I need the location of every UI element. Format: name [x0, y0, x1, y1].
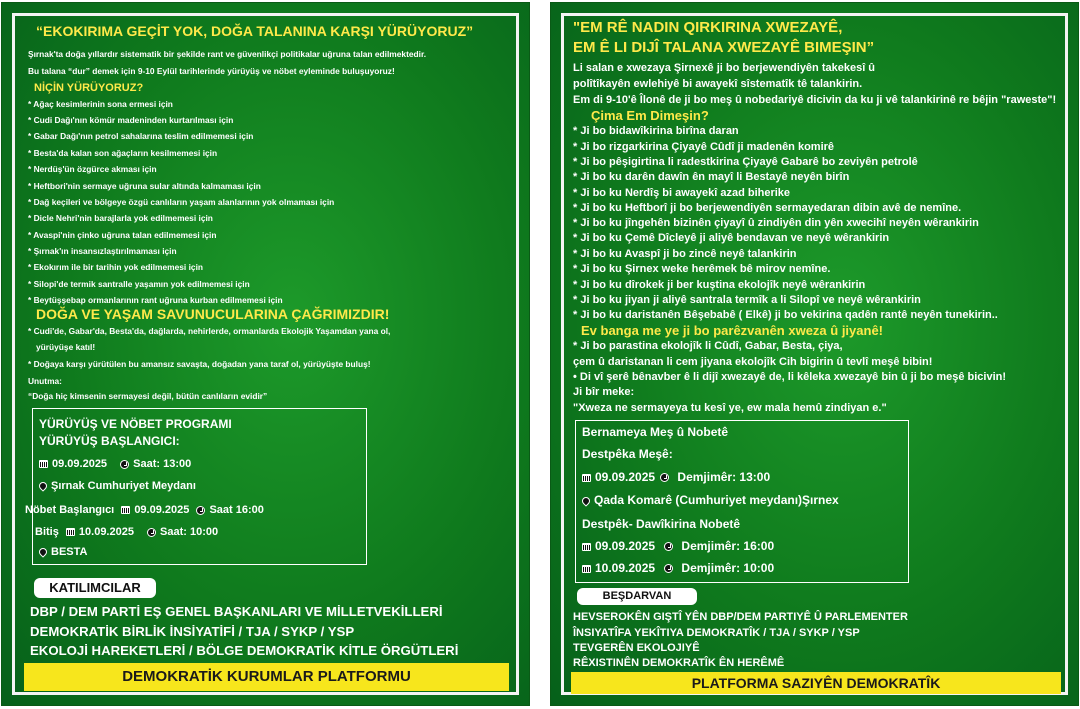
calendar-icon — [39, 460, 48, 468]
clock-icon — [147, 528, 156, 537]
reason-item: * Ekokırım ile bir tarihin yok edilmemesi için — [28, 262, 204, 272]
reason-item: * Besta'da kalan son ağaçların kesilmemesi için — [28, 148, 218, 158]
program-box — [25, 408, 367, 565]
quote: "Xweza ne sermayeya tu kesî ye, ew mala hemû zindiyan e." — [573, 402, 887, 414]
reason-item: * Ji bo ku jîngehên bizinên çiyayî û zindiyên din yên xwecihî neyên wêrankirin — [573, 217, 979, 229]
call-heading: Ev banga me ye ji bo parêzvanên xweza û jiyanê! — [581, 323, 884, 338]
reason-item: * Ji bo ku jiyan ji aliyê santrala termîk a li Silopî ve neyê wêrankirin — [573, 294, 921, 306]
program-heading: YÜRÜYÜŞ VE NÖBET PROGRAMI — [39, 417, 232, 431]
clock-icon — [664, 542, 673, 551]
reason-item: * Ji bo ku darên dawîn ên mayî li Bestayê neyên birîn — [573, 171, 850, 183]
reason-item: * Beytüşşebap ormanlarının rant uğruna kurban edilmemesi için — [28, 295, 283, 305]
reason-item: * Ji bo ku Avaspî ji bo zincê neyê talankirin — [573, 248, 797, 260]
start-place-row: Şırnak Cumhuriyet Meydanı — [39, 480, 196, 492]
participant-line: TEVGERÊN EKOLOJIYÊ — [573, 642, 700, 654]
participant-line: EKOLOJİ HAREKETLERİ / BÖLGE DEMOKRATİK KİTLE ÖRGÜTLERİ — [30, 643, 459, 658]
reason-item: * Ji bo ku Şirnex weke herêmek bê mirov nemîne. — [573, 263, 831, 275]
poster-title: “EKOKIRIMA GEÇİT YOK, DOĞA TALANINA KARŞI YÜRÜYORUZ” — [36, 23, 474, 39]
quote: “Doğa hiç kimsenin sermayesi değil, bütün canlıların evidir” — [28, 391, 268, 401]
reason-item: * Avaspi'nin çinko uğruna talan edilmemesi için — [28, 230, 217, 240]
participant-line: RÊXISTINÊN DEMOKRATÎK ÊN HERÊMÊ — [573, 657, 785, 669]
program-box — [575, 420, 909, 583]
calendar-icon — [582, 474, 591, 482]
why-heading: NİÇİN YÜRÜYORUZ? — [34, 82, 144, 94]
reason-item: * Ağaç kesimlerinin sona ermesi için — [28, 99, 173, 109]
reason-item: * Ji bo pêşigirtina li radestkirina Çiyayê Gabarê bo zeviyên petrolê — [573, 156, 918, 168]
start-row: 09.09.2025 Demjimêr: 13:00 — [582, 470, 770, 484]
poster-title-line-2: EM Ê LI DIJÎ TALANA XWEZAYÊ BIMEŞIN” — [573, 39, 875, 56]
intro-line: Li salan e xwezaya Şirnexê ji bo berjewendiyên takekesî û — [573, 62, 876, 74]
calendar-icon — [582, 565, 591, 573]
why-heading: Çima Em Dimeşin? — [591, 108, 709, 123]
watch-row: 09.09.2025 Demjimêr: 16:00 — [582, 539, 774, 553]
calendar-icon — [582, 543, 591, 551]
march-start-heading: YÜRÜYÜŞ BAŞLANGICI: — [39, 434, 180, 448]
program-heading: Bernameya Meş û Nobetê — [582, 425, 729, 439]
footer-platform: DEMOKRATİK KURUMLAR PLATFORMU — [24, 663, 509, 691]
reason-item: * Ji bo ku daristanên Bêşebabê ( Elkê) ji bo vekirina qadên rantê neyên tunekirin.. — [573, 309, 998, 321]
reason-item: * Ji bo ku dîrokek ji ber kuştina ekolojîk neyê wêrankirin — [573, 279, 866, 291]
participant-line: ÎNSIYATÎFA YEKÎTIYA DEMOKRATÎK / TJA / SYKP / YSP — [573, 627, 860, 639]
reason-item: * Şırnak'ın insansızlaştırılmaması için — [28, 246, 177, 256]
participant-line: HEVSEROKÊN GIŞTÎ YÊN DBP/DEM PARTIYÊ Û PARLEMENTER — [573, 611, 908, 623]
end-row: Bitiş 10.09.2025 Saat: 10:00 — [35, 526, 219, 538]
participants-label: KATILIMCILAR — [34, 578, 156, 598]
reason-item: * Silopi'de termik santralle yaşamın yok edilmemesi için — [28, 279, 250, 289]
reason-item: * Dicle Nehri'nin barajlarla yok edilmemesi için — [28, 213, 213, 223]
march-start-heading: Destpêka Meşê: — [582, 447, 673, 461]
calendar-icon — [66, 528, 75, 536]
end-place-row: BESTA — [39, 546, 87, 558]
location-pin-icon — [37, 480, 48, 491]
call-line: * Doğaya karşı yürütülen bu amansız savaşta, doğadan yana taraf ol, yürüyüşte buluş! — [28, 359, 371, 369]
call-line: • Di vî şerê bênavber ê li dijî xwezayê de, li kêleka xwezayê bin û ji bo meşê bicivin! — [573, 371, 1007, 383]
call-heading: DOĞA VE YAŞAM SAVUNUCULARINA ÇAĞRIMIZDIR! — [36, 306, 390, 322]
participant-line: DBP / DEM PARTİ EŞ GENEL BAŞKANLARI VE MİLLETVEKİLLERİ — [30, 604, 443, 619]
reason-item: * Ji bo ku Çemê Dîcleyê ji aliyê bendavan ve neyê wêrankirin — [573, 232, 890, 244]
intro-line-2: Bu talana “dur” demek için 9-10 Eylül tarihlerinde yürüyüş ve nöbet eyleminde buluşuyoruz! — [28, 66, 395, 76]
call-line: * Cudi'de, Gabar'da, Besta'da, dağlarda, nehirlerde, ormanlarda Ekolojik Yaşamdan yana ol, — [28, 326, 391, 336]
reason-item: * Ji bo ku Heftborî ji bo berjewendiyên sermayedaran dibin avê de nemîne. — [573, 202, 962, 214]
reason-item: * Ji bo bidawîkirina birîna daran — [573, 125, 739, 137]
intro-line-1: Şırnak'ta doğa yıllardır sistematik bir şekilde rant ve güvenlikçi politikalar uğruna talan edilmektedir. — [28, 49, 427, 59]
reason-item: * Cudi Dağı'nın kömür madeninden kurtarılması için — [28, 115, 234, 125]
clock-icon — [196, 506, 205, 515]
reason-item: * Ji bo rizgarkirina Çiyayê Cûdî ji madenên komirê — [573, 141, 835, 153]
reason-item: * Dağ keçileri ve bölgeye özgü canlıların yaşam alanlarının yok olmaması için — [28, 197, 335, 207]
participant-line: DEMOKRATİK BİRLİK İNSİYATİFİ / TJA / SYKP / YSP — [30, 624, 355, 639]
location-pin-icon — [580, 495, 591, 506]
watch-heading: Destpêk- Dawîkirina Nobetê — [582, 517, 741, 531]
kurdish-poster — [550, 2, 1079, 706]
reason-item: * Heftbori'nin sermaye uğruna sular altında kalmaması için — [28, 181, 261, 191]
reason-item: * Ji bo ku Nerdîş bi awayekî azad biherike — [573, 187, 791, 199]
call-line: yürüyüşe katıl! — [36, 342, 96, 352]
clock-icon — [660, 473, 669, 482]
remember-label: Unutma: — [28, 376, 62, 386]
clock-icon — [664, 564, 673, 573]
start-row: 09.09.2025 Saat: 13:00 — [39, 458, 191, 470]
intro-line: Em di 9-10'ê Îlonê de ji bo meş û nobedariyê dicivin da ku ji vê talankirinê re bêjin "raweste"! — [573, 94, 1057, 106]
location-pin-icon — [37, 546, 48, 557]
intro-line: polîtîkayên ewlehiyê bi awayekî sîstematîk tê talankirin. — [573, 78, 863, 90]
call-line: * Ji bo parastina ekolojîk li Cûdî, Gabar, Besta, çiya, — [573, 340, 843, 352]
start-place-row: Qada Komarê (Cumhuriyet meydanı)Şırnex — [582, 493, 839, 507]
watch-row: Nöbet Başlangıcı 09.09.2025 Saat 16:00 — [25, 504, 264, 516]
clock-icon — [120, 460, 129, 469]
poster-title-line-1: "EM RÊ NADIN QIRKIRINA XWEZAYÊ, — [573, 19, 843, 36]
call-line: çem û daristanan li cem jiyana ekolojîk Cih bigirin û tevlî meşê bibin! — [573, 356, 933, 368]
calendar-icon — [121, 506, 130, 514]
turkish-poster — [1, 2, 530, 706]
participants-label: BEŞDARVAN — [577, 588, 697, 605]
reason-item: * Gabar Dağı'nın petrol sahalarına teslim edilmemesi için — [28, 131, 254, 141]
footer-platform: PLATFORMA SAZIYÊN DEMOKRATÎK — [571, 672, 1061, 694]
remember-label: Ji bîr meke: — [573, 386, 635, 398]
end-row: 10.09.2025 Demjimêr: 10:00 — [582, 561, 774, 575]
reason-item: * Nerdüş'ün özgürce akması için — [28, 164, 157, 174]
